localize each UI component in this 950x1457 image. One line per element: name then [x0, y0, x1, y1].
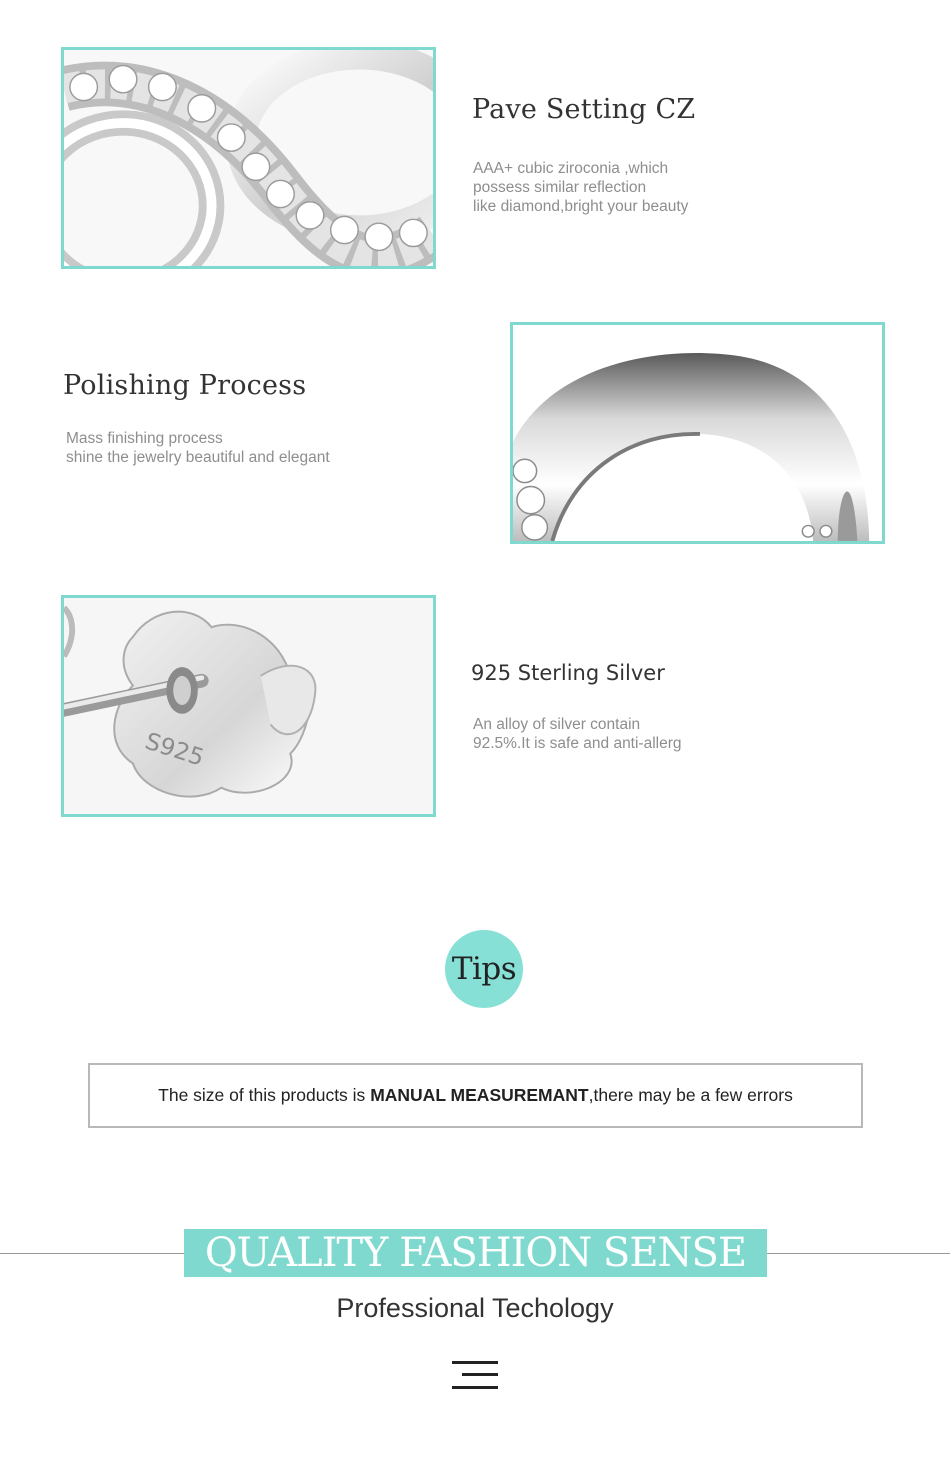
banner-rule-left: [0, 1253, 184, 1254]
earring-back-illustration: [64, 598, 433, 814]
menu-bar-middle: [462, 1373, 498, 1376]
feature-desc-pave: [473, 159, 688, 216]
desc-line: AAA+ cubic ziroconia ,which: [473, 160, 669, 177]
banner-subtitle: Professional Techology: [336, 1293, 614, 1323]
menu-bar-bottom: [452, 1386, 498, 1389]
notice-suffix: ,there may be a few errors: [588, 1085, 793, 1105]
desc-line: possess similar reflection: [473, 179, 647, 196]
feature-title-sterling: 925 Sterling Silver: [471, 661, 665, 685]
desc-line: Mass finishing process: [66, 430, 223, 447]
menu-bar-top: [452, 1361, 498, 1364]
tips-label: Tips: [451, 951, 517, 987]
banner-title: QUALITY FASHION SENSE: [204, 1230, 747, 1276]
feature-title-pave: Pave Setting CZ: [472, 94, 696, 125]
desc-line: An alloy of silver contain: [473, 716, 641, 733]
quality-banner: [184, 1229, 767, 1277]
feature-title-polishing: Polishing Process: [63, 370, 307, 401]
s925-stamp: S925: [141, 726, 208, 772]
pave-setting-image: [61, 47, 436, 269]
sterling-silver-image: [61, 595, 436, 817]
polishing-image: [510, 322, 885, 544]
polished-ring-illustration: [513, 325, 882, 541]
size-notice-box: [88, 1063, 863, 1128]
banner-rule-right: [767, 1253, 950, 1254]
notice-emphasis: MANUAL MEASUREMANT: [370, 1085, 589, 1105]
notice-text: [158, 1085, 793, 1106]
infinity-pave-illustration: [64, 50, 433, 266]
desc-line: 92.5%.It is safe and anti-allerg: [473, 735, 682, 752]
tips-badge: [445, 930, 523, 1008]
desc-line: like diamond,bright your beauty: [473, 198, 689, 215]
feature-desc-polishing: [66, 429, 330, 467]
feature-desc-sterling: [473, 715, 682, 753]
menu-icon[interactable]: [452, 1361, 498, 1389]
notice-prefix: The size of this products is: [158, 1085, 371, 1105]
desc-line: shine the jewelry beautiful and elegant: [66, 449, 330, 466]
